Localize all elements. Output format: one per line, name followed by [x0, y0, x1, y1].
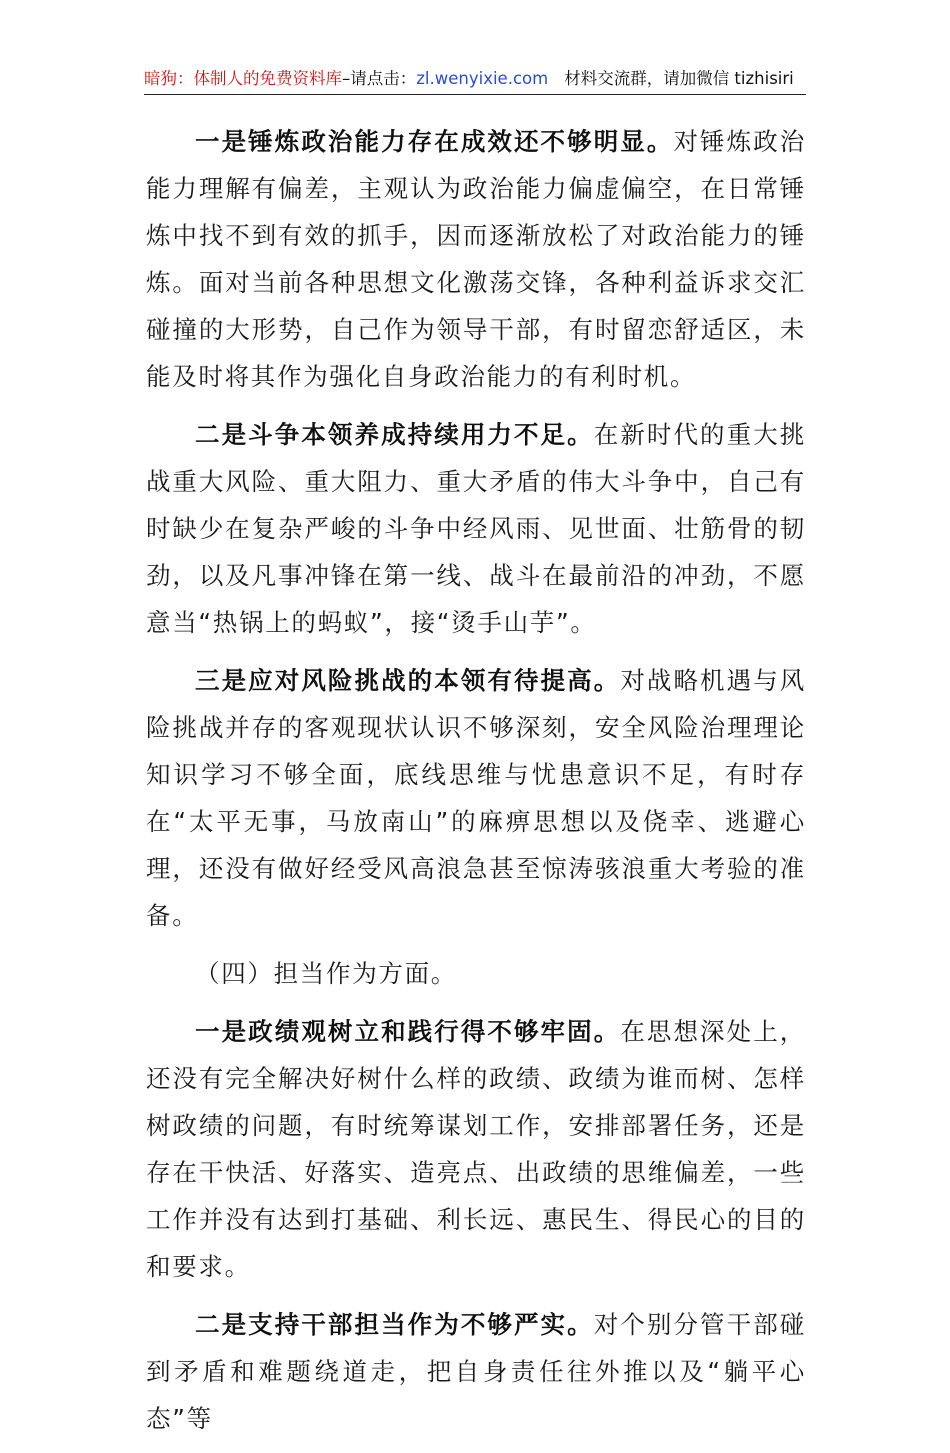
header-link[interactable]: zl.wenyixie.com [416, 69, 549, 88]
paragraph [146, 1008, 806, 1290]
paragraph [146, 118, 806, 400]
paragraph-body: 对个别分管干部碰到矛盾和难题绕道走，把自身责任往外推以及“躺平心态”等 [146, 1310, 807, 1433]
paragraph-lead: 一是政绩观树立和践行得不够牢固。 [195, 1017, 621, 1046]
page-header [144, 64, 806, 95]
paragraph-lead: 二是支持干部担当作为不够严实。 [195, 1310, 594, 1339]
header-group-note: 材料交流群，请加微信 tizhisiri [564, 69, 794, 88]
paragraph-lead: 二是斗争本领养成持续用力不足。 [195, 420, 594, 449]
paragraph-body: 在思想深处上，还没有完全解决好树什么样的政绩、政绩为谁而树、怎样树政绩的问题，有时统筹谋划工作，安排部署任务，还是存在干快活、好落实、造亮点、出政绩的思维偏差，一些工作并没有达到打基础、利长远、惠民生、得民心的目的和要求。 [146, 1017, 807, 1281]
paragraph [146, 657, 806, 939]
paragraph-body: 在新时代的重大挑战重大风险、重大阻力、重大矛盾的伟大斗争中，自己有时缺少在复杂严峻的斗争中经风雨、见世面、壮筋骨的韧劲，以及凡事冲锋在第一线、战斗在最前沿的冲劲，不愿意当“热锅上的蚂蚁”，接“烫手山芋”。 [146, 420, 807, 637]
paragraph-lead: 三是应对风险挑战的本领有待提高。 [195, 666, 621, 695]
paragraph [146, 411, 806, 646]
section-heading: （四）担当作为方面。 [195, 959, 457, 988]
paragraph [146, 1301, 806, 1442]
paragraph-body: 对锤炼政治能力理解有偏差，主观认为政治能力偏虚偏空，在日常锤炼中找不到有效的抓手，因而逐渐放松了对政治能力的锤炼。面对当前各种思想文化激荡交锋，各种利益诉求交汇碰撞的大形势，自己作为领导干部，有时留恋舒适区，未能及时将其作为强化自身政治能力的有利时机。 [146, 127, 806, 391]
header-brand: 暗狗：体制人的免费资料库 [144, 69, 342, 88]
header-prompt: –请点击： [342, 69, 417, 88]
paragraph-body: 对战略机遇与风险挑战并存的客观现状认识不够深刻，安全风险治理理论知识学习不够全面，底线思维与忧患意识不足，有时存在“太平无事，马放南山”的麻痹思想以及侥幸、逃避心理，还没有做好经受风高浪急甚至惊涛骇浪重大考验的准备。 [146, 666, 807, 930]
paragraph-lead: 一是锤炼政治能力存在成效还不够明显。 [195, 127, 674, 156]
document-body [146, 118, 806, 1453]
